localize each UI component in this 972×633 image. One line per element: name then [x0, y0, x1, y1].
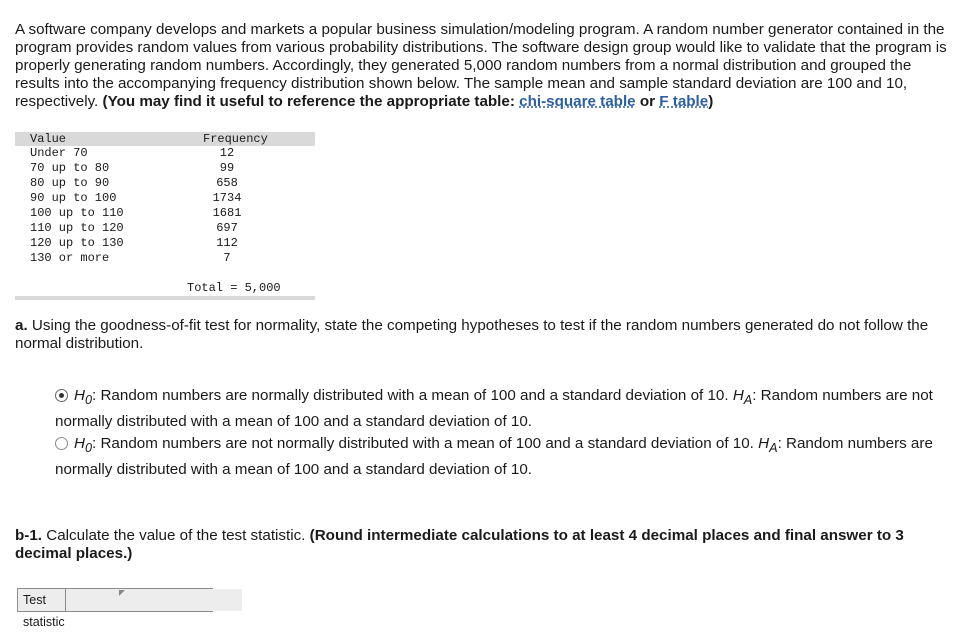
table-row	[15, 251, 315, 266]
table-row	[15, 176, 315, 191]
table-note: (You may find it useful to reference the appropriate table: chi-square table or F table)	[102, 93, 714, 110]
table-total: Total = 5,000	[187, 281, 281, 295]
table-row	[15, 191, 315, 206]
row-frequency: 7	[223, 251, 231, 265]
problem-intro	[15, 21, 960, 111]
test-statistic-row	[17, 588, 213, 629]
header-frequency: Frequency	[203, 132, 268, 146]
row-value: 130 or more	[30, 251, 110, 265]
hypothesis-option-2[interactable]: $H_0$: Random numbers are not normally distributed with a mean of 100 and a standard deviation of 10. $H_A$: Random numbers are normally distributed with a mean of 100 and a standard deviation of 10.	[55, 435, 933, 479]
option-2-h0-text: : Random numbers are not normally distributed with a mean of 100 and a standard deviation of 10.	[92, 435, 754, 452]
header-value: Value	[30, 132, 67, 146]
row-value: 110 up to 120	[30, 221, 124, 235]
row-frequency: 112	[216, 236, 238, 250]
row-frequency: 12	[219, 146, 235, 160]
table-row	[15, 161, 315, 176]
row-value: 100 up to 110	[30, 206, 124, 220]
f-table-link[interactable]: F table	[659, 93, 709, 110]
chi-square-table-link[interactable]: chi-square table	[519, 93, 636, 110]
part-a-text: Using the goodness-of-fit test for normality, state the competing hypotheses to test if the random numbers generated do not follow the normal distribution.	[15, 317, 929, 352]
table-row	[15, 221, 315, 236]
row-frequency: 99	[219, 161, 235, 175]
table-row	[15, 236, 315, 251]
part-b1-text: Calculate the value of the test statistic.	[46, 527, 306, 544]
part-b1-instruction: (Round intermediate calculations to at least 4 decimal places and final answer to 3 decimal places.)	[15, 527, 904, 562]
row-frequency: 658	[216, 176, 238, 190]
radio-selected-icon[interactable]	[55, 389, 68, 402]
part-a-label: a.	[15, 317, 28, 334]
row-value: 80 up to 90	[30, 176, 110, 190]
hypothesis-option-1[interactable]: $H_0$: Random numbers are normally distributed with a mean of 100 and a standard deviation of 10. $H_A$: Random numbers are not normally distributed with a mean of 100 and a standard deviation of 10.	[55, 387, 933, 431]
test-statistic-label: Test statistic	[18, 589, 66, 611]
row-frequency: 1681	[212, 206, 242, 220]
row-value: 70 up to 80	[30, 161, 110, 175]
row-value: 120 up to 130	[30, 236, 124, 250]
part-b1-label: b-1.	[15, 527, 43, 544]
intro-text: A software company develops and markets a popular business simulation/modeling program. A random number generator contained in the program provides random values from various probability distributions. The software design group would like to validate that the program is properly generating random numbers. Accordingly, they generated 5,000 random numbers from a normal distribution and grouped the results into the accompanying frequency distribution shown below. The sample mean and sample standard deviation are 100 and 10, respectively.	[15, 21, 947, 110]
table-row	[15, 146, 315, 161]
table-row	[15, 206, 315, 221]
option-2-ha-text: : Random numbers are normally distributed with a mean of 100 and a standard deviation of 10.	[55, 435, 933, 479]
row-value: Under 70	[30, 146, 88, 160]
option-1-h0-text: : Random numbers are normally distributed with a mean of 100 and a standard deviation of 10.	[92, 387, 729, 404]
row-frequency: 1734	[212, 191, 242, 205]
row-value: 90 up to 100	[30, 191, 117, 205]
row-frequency: 697	[216, 221, 238, 235]
frequency-table	[15, 132, 315, 300]
radio-unselected-icon[interactable]	[55, 437, 68, 450]
part-a-question	[15, 317, 960, 353]
part-b1-question	[15, 527, 960, 563]
flag-corner-icon	[119, 590, 125, 596]
test-statistic-input[interactable]	[66, 589, 242, 611]
option-1-ha-text: : Random numbers are not normally distributed with a mean of 100 and a standard deviation of 10.	[55, 387, 933, 431]
frequency-table-header	[15, 132, 315, 146]
